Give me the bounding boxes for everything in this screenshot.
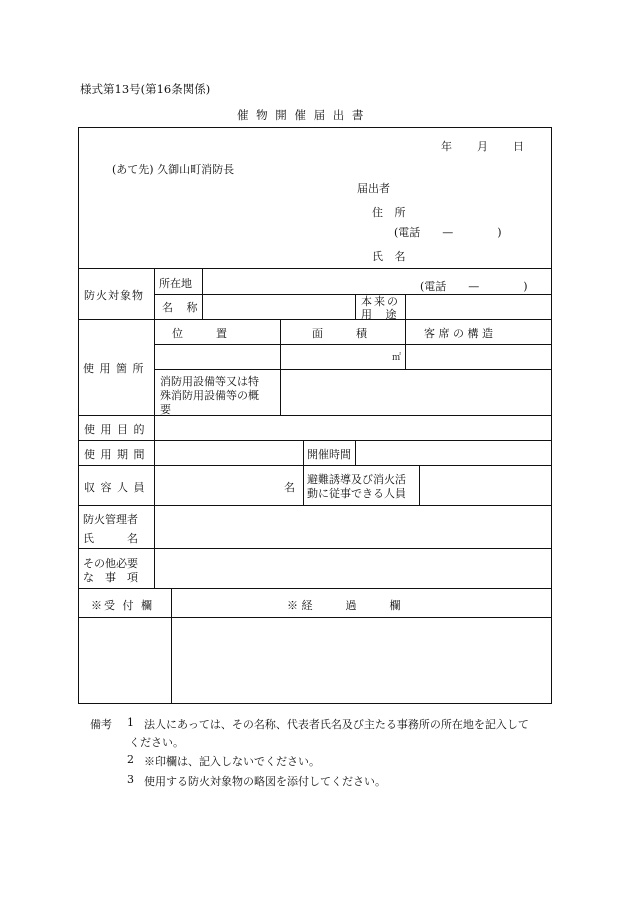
capacity-label: 収 容 人 員 bbox=[84, 481, 146, 494]
equipment-label-1: 消防用設備等又は特 bbox=[160, 375, 259, 388]
address-label: 住 所 bbox=[372, 206, 410, 219]
applicant-label: 届出者 bbox=[357, 182, 390, 195]
capacity-unit: 名 bbox=[284, 481, 295, 494]
form-title: 催 物 開 催 届 出 書 bbox=[237, 108, 366, 122]
manager-label-1: 防火管理者 bbox=[83, 513, 138, 526]
manager-label-2: 氏 名 bbox=[83, 532, 138, 545]
form-number: 様式第13号(第16条関係) bbox=[80, 82, 211, 96]
phone-label: (電話 — ) bbox=[394, 226, 502, 239]
evac-staff-label-1: 避難誘導及び消火活 bbox=[307, 473, 406, 486]
name-label: 氏 名 bbox=[372, 250, 410, 263]
note-2-number: 2 bbox=[127, 753, 134, 766]
other-label-1: その他必要 bbox=[83, 557, 138, 570]
period-label: 使 用 期 間 bbox=[84, 448, 146, 461]
object-name-label: 名 称 bbox=[162, 301, 203, 314]
note-3-number: 3 bbox=[127, 773, 134, 786]
other-label-2: な 事 項 bbox=[83, 571, 138, 584]
note-2-text: ※印欄は、記入しないでください。 bbox=[144, 755, 320, 768]
date-year: 年 bbox=[441, 140, 452, 153]
equipment-label-2: 殊消防用設備等の概 bbox=[160, 389, 259, 402]
location-label: 所在地 bbox=[159, 277, 192, 290]
note-1-line-2: ください。 bbox=[129, 736, 184, 749]
addressee: (あて先) 久御山町消防長 bbox=[112, 163, 235, 176]
equipment-label-3: 要 bbox=[160, 403, 171, 416]
position-header: 位 置 bbox=[172, 327, 227, 340]
note-1-number: 1 bbox=[127, 716, 134, 729]
area-header: 面 積 bbox=[312, 327, 367, 340]
original-use-label-2: 用 途 bbox=[361, 308, 402, 321]
location-phone: (電話 — ) bbox=[420, 280, 528, 293]
original-use-label-1: 本来の bbox=[361, 295, 400, 308]
date-month: 月 bbox=[477, 140, 488, 153]
evac-staff-label-2: 動に従事できる人員 bbox=[307, 487, 406, 500]
date-day: 日 bbox=[513, 140, 524, 153]
notes-label: 備考 bbox=[90, 718, 112, 731]
hours-label: 開催時間 bbox=[307, 448, 351, 461]
use-place-label: 使 用 箇 所 bbox=[83, 362, 145, 375]
seat-structure-header: 客 席 の 構 造 bbox=[424, 327, 493, 340]
purpose-label: 使 用 目 的 bbox=[84, 423, 146, 436]
area-unit: ㎡ bbox=[392, 353, 402, 363]
fire-object-label: 防火対象物 bbox=[84, 289, 144, 302]
note-3-text: 使用する防火対象物の略図を添付してください。 bbox=[144, 775, 386, 788]
reception-header: ※受 付 欄 bbox=[91, 599, 154, 612]
note-1-line-1: 法人にあっては、その名称、代表者氏名及び主たる事務所の所在地を記入して bbox=[144, 718, 529, 731]
progress-header: ※ 経 過 欄 bbox=[287, 599, 401, 612]
